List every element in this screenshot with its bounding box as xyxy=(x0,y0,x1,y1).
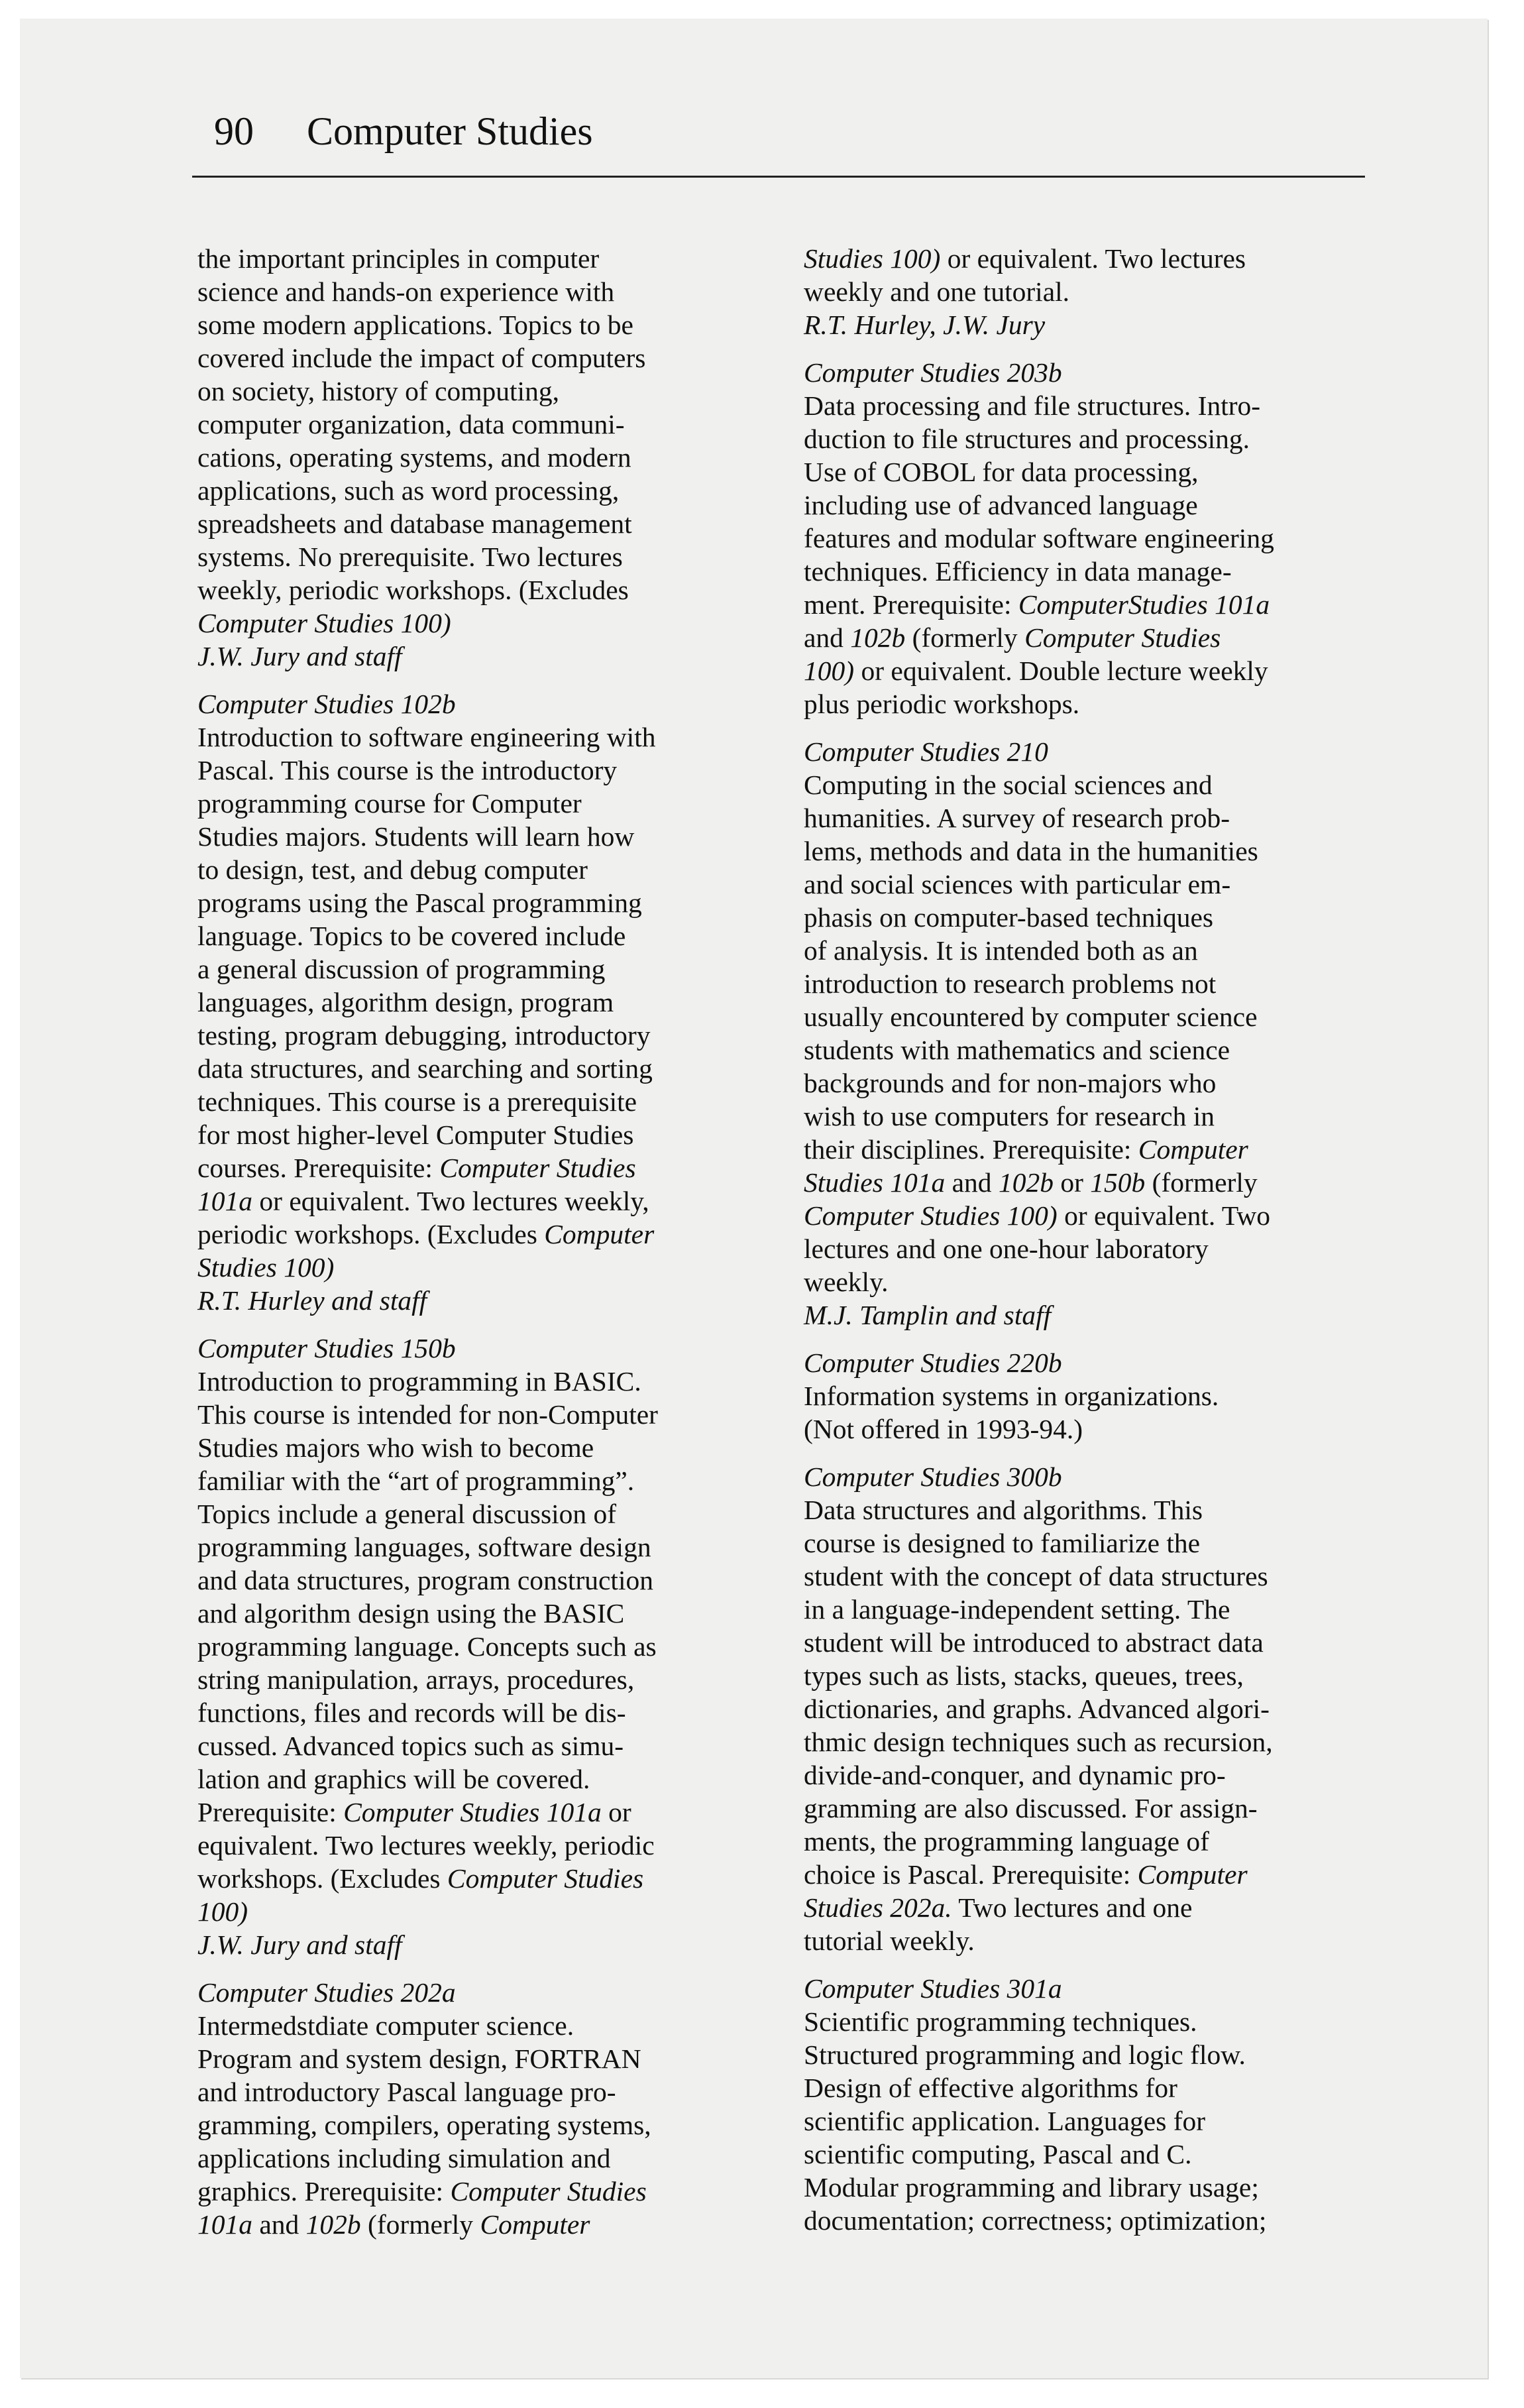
description-line: Structured programming and logic flow. xyxy=(804,2039,1246,2070)
description-line: student will be introduced to abstract data xyxy=(804,1627,1264,1658)
description-line: scientific computing, Pascal and C. xyxy=(804,2139,1192,2169)
description-line: in a language-independent setting. The xyxy=(804,1594,1230,1625)
description-line: types such as lists, stacks, queues, trees, xyxy=(804,1660,1244,1691)
description-line: including use of advanced language xyxy=(804,490,1198,520)
description-line: data structures, and searching and sorting xyxy=(197,1053,653,1084)
course-entry xyxy=(804,242,1380,341)
description-line: techniques. This course is a prerequisite xyxy=(197,1086,637,1117)
description-line: Computer Studies 100) xyxy=(197,608,451,638)
description-line: the important principles in computer xyxy=(197,243,600,274)
description-line: Information systems in organizations. xyxy=(804,1381,1219,1411)
right-column xyxy=(804,242,1380,2252)
course-title: Computer Studies 210 xyxy=(804,736,1048,767)
description-line: lems, methods and data in the humanities xyxy=(804,836,1258,866)
description-line: and 102b (formerly Computer Studies xyxy=(804,622,1221,653)
description-line: gramming are also discussed. For assign- xyxy=(804,1793,1258,1823)
description-line: introduction to research problems not xyxy=(804,968,1217,999)
description-line: ment. Prerequisite: ComputerStudies 101a xyxy=(804,589,1270,620)
description-line: duction to file structures and processing. xyxy=(804,424,1250,454)
description-line: ments, the programming language of xyxy=(804,1826,1209,1857)
course-entry xyxy=(804,1460,1380,1957)
description-line: gramming, compilers, operating systems, xyxy=(197,2110,651,2140)
description-line: Modular programming and library usage; xyxy=(804,2172,1259,2203)
description-line: 101a or equivalent. Two lectures weekly, xyxy=(197,1186,649,1216)
description-line: choice is Pascal. Prerequisite: Computer xyxy=(804,1859,1248,1890)
description-line: Scientific programming techniques. xyxy=(804,2006,1197,2037)
description-line: of analysis. It is intended both as an xyxy=(804,935,1198,966)
description-line: courses. Prerequisite: Computer Studies xyxy=(197,1153,636,1183)
running-header xyxy=(214,105,593,158)
description-line: features and modular software engineering xyxy=(804,523,1274,553)
description-line: programming languages, software design xyxy=(197,1532,651,1562)
description-line: Use of COBOL for data processing, xyxy=(804,457,1199,487)
course-title: Computer Studies 203b xyxy=(804,357,1062,388)
description-line: Design of effective algorithms for xyxy=(804,2073,1177,2103)
description-line: Pascal. This course is the introductory xyxy=(197,755,618,785)
course-instructors: R.T. Hurley, J.W. Jury xyxy=(804,310,1046,340)
description-line: lation and graphics will be covered. xyxy=(197,1764,590,1794)
description-line: Studies 100) or equivalent. Two lectures xyxy=(804,243,1246,274)
description-line: science and hands-on experience with xyxy=(197,276,615,307)
description-line: dictionaries, and graphs. Advanced algori- xyxy=(804,1693,1270,1724)
description-line: Studies majors. Students will learn how xyxy=(197,821,635,852)
description-line: covered include the impact of computers xyxy=(197,343,646,373)
description-line: humanities. A survey of research prob- xyxy=(804,803,1230,833)
course-title: Computer Studies 150b xyxy=(197,1333,456,1363)
description-line: Introduction to programming in BASIC. xyxy=(197,1366,641,1397)
description-line: (Not offered in 1993-94.) xyxy=(804,1414,1083,1444)
description-line: student with the concept of data structures xyxy=(804,1561,1268,1591)
description-line: Studies 100) xyxy=(197,1252,335,1283)
description-line: wish to use computers for research in xyxy=(804,1101,1215,1131)
description-line: techniques. Efficiency in data manage- xyxy=(804,556,1232,587)
course-title: Computer Studies 301a xyxy=(804,1973,1062,2004)
description-line: programs using the Pascal programming xyxy=(197,888,642,918)
description-line: Data structures and algorithms. This xyxy=(804,1495,1203,1525)
course-instructors: J.W. Jury and staff xyxy=(197,641,402,671)
description-line: 100) or equivalent. Double lecture weekly xyxy=(804,656,1268,686)
course-entry xyxy=(804,356,1380,720)
description-line: some modern applications. Topics to be xyxy=(197,310,633,340)
description-line: Intermedstdiate computer science. xyxy=(197,2010,574,2041)
description-line: Studies 101a and 102b or 150b (formerly xyxy=(804,1167,1258,1198)
description-line: and social sciences with particular em- xyxy=(804,869,1231,899)
course-title: Computer Studies 300b xyxy=(804,1462,1062,1492)
description-line: Topics include a general discussion of xyxy=(197,1499,617,1529)
description-line: This course is intended for non-Computer xyxy=(197,1399,658,1430)
description-line: programming language. Concepts such as xyxy=(197,1631,657,1662)
description-line: language. Topics to be covered include xyxy=(197,921,626,951)
left-column xyxy=(197,242,774,2256)
course-title: Computer Studies 202a xyxy=(197,1977,456,2008)
description-line: a general discussion of programming xyxy=(197,954,606,984)
description-line: scientific application. Languages for xyxy=(804,2106,1206,2136)
description-line: periodic workshops. (Excludes Computer xyxy=(197,1219,655,1249)
description-line: languages, algorithm design, program xyxy=(197,987,614,1017)
course-entry xyxy=(804,1346,1380,1446)
course-entry xyxy=(197,1976,774,2241)
description-line: and data structures, program construction xyxy=(197,1565,653,1595)
course-entry xyxy=(804,1972,1380,2237)
description-line: cations, operating systems, and modern xyxy=(197,442,631,473)
course-entry xyxy=(197,242,774,673)
description-line: Computer Studies 100) or equivalent. Two xyxy=(804,1200,1271,1231)
description-line: course is designed to familiarize the xyxy=(804,1528,1201,1558)
description-line: for most higher-level Computer Studies xyxy=(197,1119,634,1150)
description-line: tutorial weekly. xyxy=(804,1925,975,1956)
description-line: divide-and-conquer, and dynamic pro- xyxy=(804,1760,1226,1790)
description-line: weekly. xyxy=(804,1267,889,1297)
description-line: systems. No prerequisite. Two lectures xyxy=(197,542,623,572)
description-line: graphics. Prerequisite: Computer Studies xyxy=(197,2176,647,2207)
course-title: Computer Studies 220b xyxy=(804,1347,1062,1378)
course-instructors: R.T. Hurley and staff xyxy=(197,1285,427,1316)
description-line: 101a and 102b (formerly Computer xyxy=(197,2209,590,2240)
description-line: Studies 202a. Two lectures and one xyxy=(804,1892,1193,1923)
course-instructors: M.J. Tamplin and staff xyxy=(804,1300,1052,1330)
description-line: on society, history of computing, xyxy=(197,376,559,406)
section-title: Computer Studies xyxy=(307,109,593,153)
course-entry xyxy=(197,1332,774,1961)
description-line: applications, such as word processing, xyxy=(197,475,620,506)
description-line: computer organization, data communi- xyxy=(197,409,625,439)
description-line: cussed. Advanced topics such as simu- xyxy=(197,1731,624,1761)
description-line: 100) xyxy=(197,1896,248,1927)
course-entry xyxy=(197,687,774,1317)
page-number: 90 xyxy=(214,109,254,153)
description-line: usually encountered by computer science xyxy=(804,1002,1258,1032)
description-line: Computing in the social sciences and xyxy=(804,770,1213,800)
description-line: workshops. (Excludes Computer Studies xyxy=(197,1863,644,1894)
description-line: Introduction to software engineering with xyxy=(197,722,656,752)
description-line: Prerequisite: Computer Studies 101a or xyxy=(197,1797,631,1827)
description-line: to design, test, and debug computer xyxy=(197,854,588,885)
header-rule xyxy=(192,176,1365,178)
description-line: weekly, periodic workshops. (Excludes xyxy=(197,575,629,605)
description-line: phasis on computer-based techniques xyxy=(804,902,1214,933)
description-line: Program and system design, FORTRAN xyxy=(197,2043,641,2074)
description-line: equivalent. Two lectures weekly, periodic xyxy=(197,1830,655,1861)
description-line: documentation; correctness; optimization; xyxy=(804,2205,1267,2236)
course-instructors: J.W. Jury and staff xyxy=(197,1929,402,1960)
description-line: students with mathematics and science xyxy=(804,1035,1230,1065)
description-line: string manipulation, arrays, procedures, xyxy=(197,1664,635,1695)
course-title: Computer Studies 102b xyxy=(197,689,456,719)
description-line: applications including simulation and xyxy=(197,2143,611,2173)
description-line: functions, files and records will be dis- xyxy=(197,1697,626,1728)
description-line: and introductory Pascal language pro- xyxy=(197,2077,616,2107)
description-line: lectures and one one-hour laboratory xyxy=(804,1233,1209,1264)
description-line: programming course for Computer xyxy=(197,788,582,819)
description-line: weekly and one tutorial. xyxy=(804,276,1070,307)
description-line: thmic design techniques such as recursion, xyxy=(804,1727,1273,1757)
description-line: Studies majors who wish to become xyxy=(197,1432,594,1463)
description-line: spreadsheets and database management xyxy=(197,508,632,539)
description-line: plus periodic workshops. xyxy=(804,689,1080,719)
description-line: Data processing and file structures. Intro- xyxy=(804,390,1261,421)
description-line: their disciplines. Prerequisite: Computer xyxy=(804,1134,1248,1165)
course-entry xyxy=(804,735,1380,1332)
description-line: and algorithm design using the BASIC xyxy=(197,1598,625,1629)
description-line: backgrounds and for non-majors who xyxy=(804,1068,1217,1098)
description-line: testing, program debugging, introductory xyxy=(197,1020,651,1051)
description-line: familiar with the “art of programming”. xyxy=(197,1465,635,1496)
